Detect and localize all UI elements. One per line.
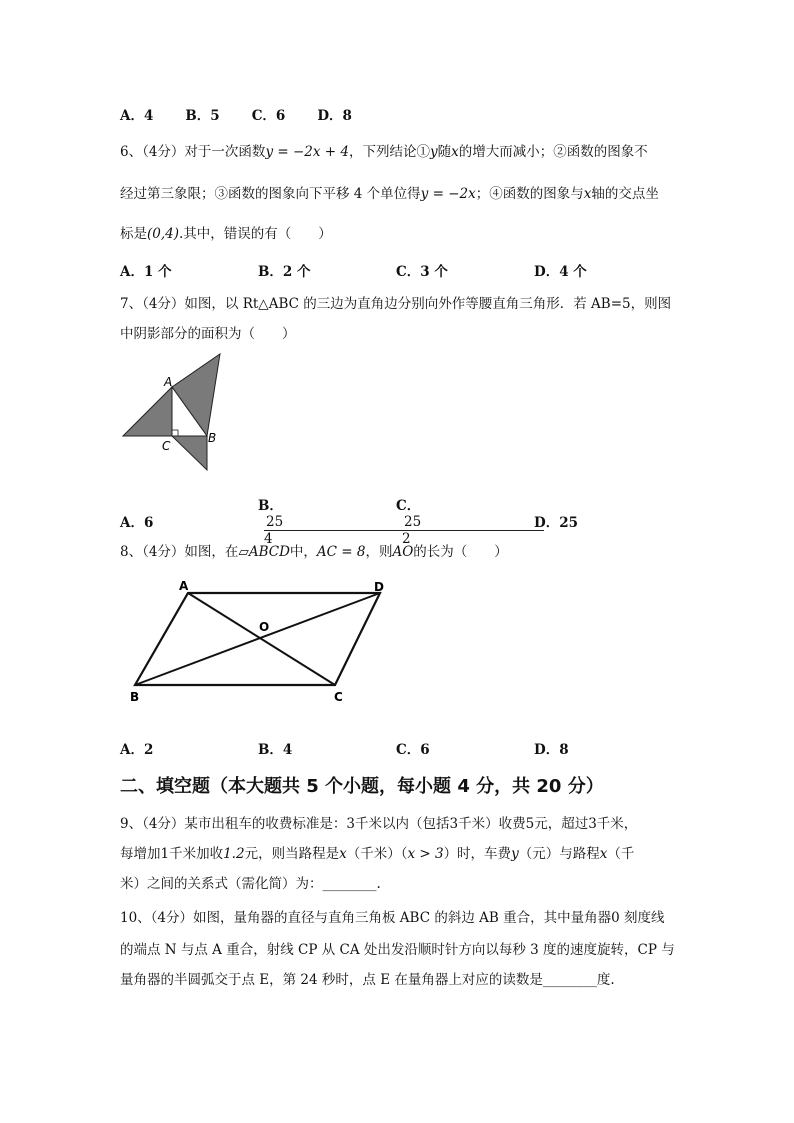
q7-line2: 中阴影部分的面积为（ ） [120,326,296,342]
q8-option-a: A．2 [120,742,154,758]
q10-line3: 量角器的半圆弧交于点 E，第 24 秒时，点 E 在量角器上对应的读数是________度. [120,972,615,988]
q6-line2: 经过第三象限；③函数的图象向下平移 4 个单位得y = −2x；④函数的图象与x轴的交点坐 [120,186,659,202]
q5-option-b: B．5 [185,108,220,124]
q8-label-b: B [130,690,140,704]
section-2-title: 二、填空题（本大题共 5 个小题，每小题 4 分，共 20 分） [120,776,604,797]
q8-line: 8、（4分）如图，在▱ABCD中，AC = 8，则AO的长为（ ） [120,544,508,560]
q7-option-b-fraction: $\frac{25}{4}$ [264,514,402,547]
q7-figure [118,350,228,475]
q7-label-a: A [164,375,173,389]
q5-options [120,104,680,124]
q5-option-a: A．4 [120,108,154,124]
q8-label-c: C [334,690,343,704]
q6-line3: 标是(0,4).其中，错误的有（ ） [120,226,332,242]
q6-options [120,260,680,280]
q7-option-d: D．25 [534,514,578,531]
q8-option-b: B．4 [258,742,293,758]
q5-option-d: D．8 [317,108,352,124]
q8-option-c: C．6 [396,742,430,758]
q8-label-o: O [259,620,270,634]
q8-label-a: A [179,579,189,593]
q7-option-c: C．$\frac{25}{2}$ [396,494,534,547]
q8-figure [125,575,395,710]
q6-line1: 6、（4分）对于一次函数y = −2x + 4，下列结论①y随x的增大而减小；②函数的图象不 [120,144,648,160]
q8-diagonal-bd [135,593,380,685]
q6-option-d: D．4 个 [534,264,587,280]
q8-diagonal-ac [188,593,335,685]
q9-line2: 每增加1千米加收1.2元，则当路程是x（千米）（x > 3）时，车费y（元）与路程x（千 [120,846,635,862]
q6-option-b: B．2 个 [258,264,311,280]
q5-option-c: C．6 [251,108,286,124]
q6-option-a: A．1 个 [120,264,172,280]
q7-line1: 7、（4分）如图，以 Rt△ABC 的三边为直角边分别向外作等腰直角三角形．若 AB=5，则图 [120,296,672,312]
q9-line1: 9、（4分）某市出租车的收费标准是：3千米以内（包括3千米）收费5元，超过3千米， [120,816,638,832]
q8-option-d: D．8 [534,742,569,758]
q7-option-c-fraction: $\frac{25}{2}$ [402,514,540,547]
q8-options [120,738,680,758]
q6-option-c: C．3 个 [396,264,448,280]
q10-line2: 的端点 N 与点 A 重合，射线 CP 从 CA 处出发沿顺时针方向以每秒 3 度的速度旋转，CP 与 [120,942,675,958]
q7-shade-bottom [172,436,207,470]
q7-label-b: B [208,431,217,445]
q7-shade-left [123,387,172,436]
q10-line1: 10、（4分）如图，量角器的直径与直角三角板 ABC 的斜边 AB 重合，其中量角器0 刻度线 [120,910,665,926]
q7-option-b: B．$\frac{25}{4}$ [258,494,396,547]
q8-label-d: D [374,580,384,594]
q7-label-c: C [162,439,171,453]
q6-math-function: y = −2x + 4 [265,144,349,160]
q9-line3: 米）之间的关系式（需化简）为：________. [120,876,381,892]
q7-option-a: A．6 [120,514,154,531]
